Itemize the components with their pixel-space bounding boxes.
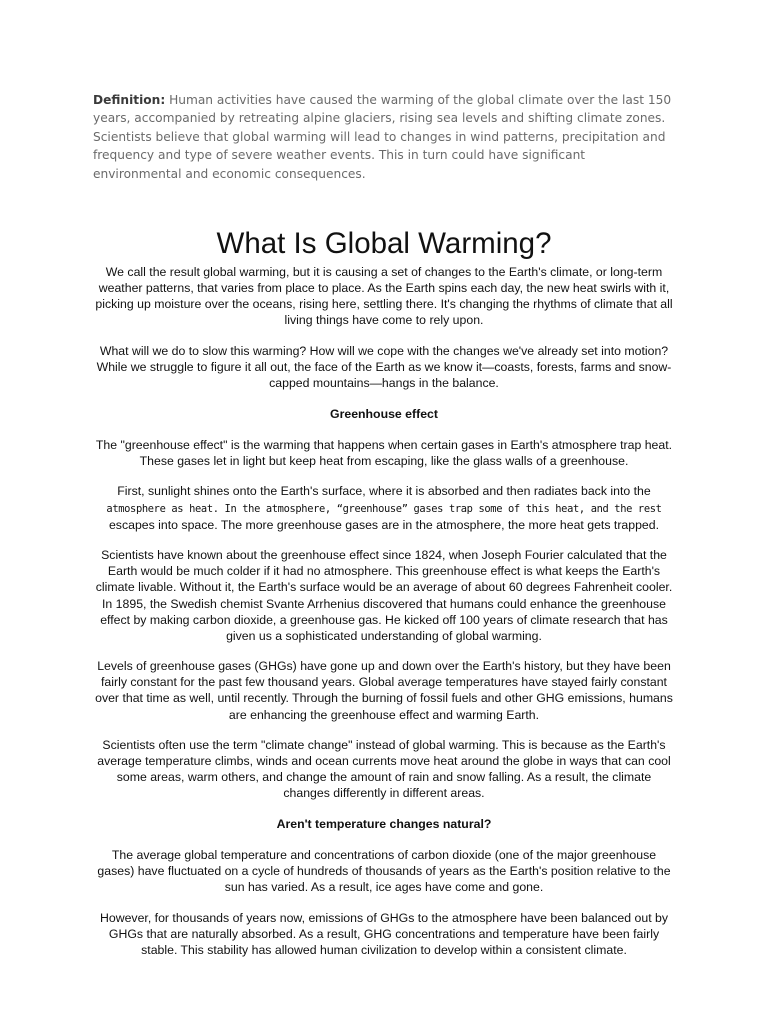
sunlight-text-part2: atmosphere as heat. In the atmosphere, “greenhouse” gases trap some of this heat, and the rest [106,502,662,515]
page-title: What Is Global Warming? [216,227,552,260]
paragraph-climate-change-term: Scientists often use the term "climate change" instead of global warming. This is because as the Earth's average temperature climbs, winds and ocean currents move heat around the globe in ways that can cool some areas, warm others, and change the amount of rain and snow falling. As a result, the climate changes differently in different areas. [97,738,671,801]
definition-label: Definition: [93,93,166,107]
paragraph-intro: We call the result global warming, but it is causing a set of changes to the Earth's climate, or long-term weather patterns, that varies from place to place. As the Earth spins each day, the new heat swirls with it, picking up moisture over the oceans, rising here, settling there. It's changing the rhythms of climate that all living things have come to rely upon. [95,265,673,328]
definition-paragraph [93,91,673,183]
paragraph-stability: However, for thousands of years now, emissions of GHGs to the atmosphere have been balanced out by GHGs that are naturally absorbed. As a result, GHG concentrations and temperature have been fairly stable. This stability has allowed human civilization to develop within a consistent climate. [99,910,669,958]
paragraph-ghg-levels: Levels of greenhouse gases (GHGs) have gone up and down over the Earth's history, but they have been fairly constant for the past few thousand years. Global average temperatures have stayed fairly constant over that time as well, until recently. Through the burning of fossil fuels and other GHG emissions, humans are enhancing the greenhouse effect and warming Earth. [95,659,673,722]
paragraph-temperature-cycles: The average global temperature and concentrations of carbon dioxide (one of the major greenhouse gases) have fluctuated on a cycle of hundreds of thousands of years as the Earth's position relative to the sun has varied. As a result, ice ages have come and gone. [97,848,671,895]
heading-natural-changes: Aren't temperature changes natural? [276,817,492,832]
paragraph-sunlight [92,483,676,532]
paragraph-greenhouse-definition: The "greenhouse effect" is the warming that happens when certain gases in Earth's atmosphere trap heat. These gases let in light but keep heat from escaping, like the glass walls of a greenhouse. [95,437,673,468]
heading-greenhouse-effect: Greenhouse effect [330,406,438,421]
sunlight-text-part1: First, sunlight shines onto the Earth's surface, where it is absorbed and then radiates back into the [117,484,651,499]
article-body [92,226,676,973]
paragraph-questions: What will we do to slow this warming? How will we cope with the changes we've already set into motion? While we struggle to figure it all out, the face of the Earth as we know it—coasts, forests, farms and snow-capped mountains—hangs in the balance. [96,343,672,391]
definition-text: Human activities have caused the warming of the global climate over the last 150 years, accompanied by retreating alpine glaciers, rising sea levels and shifting climate zones. Scientists believe that global warming will lead to changes in wind patterns, precipitation and frequency and type of severe weather events. This in turn could have significant environmental and economic consequences. [93,93,672,181]
sunlight-text-part3: escapes into space. The more greenhouse gases are in the atmosphere, the more heat gets trapped. [108,517,660,532]
paragraph-history: Scientists have known about the greenhouse effect since 1824, when Joseph Fourier calculated that the Earth would be much colder if it had no atmosphere. This greenhouse effect is what keeps the Earth's climate livable. Without it, the Earth's surface would be an average of about 60 degrees Fahrenheit cooler. In 1895, the Swedish chemist Svante Arrhenius discovered that humans could enhance the greenhouse effect by making carbon dioxide, a greenhouse gas. He kicked off 100 years of climate research that has given us a sophisticated understanding of global warming. [95,548,673,643]
